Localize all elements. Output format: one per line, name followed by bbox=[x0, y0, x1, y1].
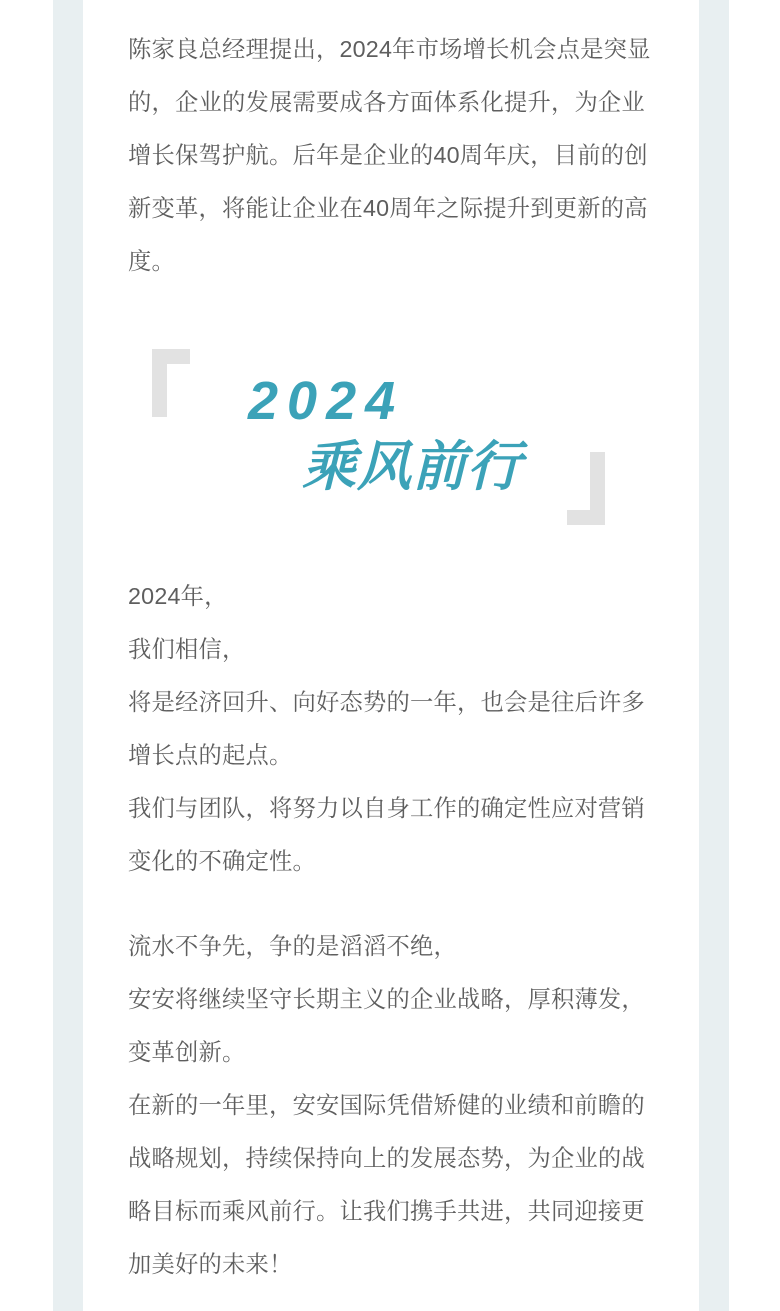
heading-year: 2024 bbox=[248, 371, 405, 431]
text-line: 加美好的未来！ bbox=[128, 1251, 293, 1277]
text-line: 陈家良总经理提出，2024年市场增长机会点是突显 bbox=[128, 36, 651, 62]
text-line: 将是经济回升、向好态势的一年，也会是往后许多 bbox=[128, 689, 645, 715]
heading-slogan: 乘风前行 bbox=[302, 437, 522, 497]
right-border-strip bbox=[699, 0, 729, 1311]
left-border-strip bbox=[53, 0, 83, 1311]
text-line: 安安将继续坚守长期主义的企业战略，厚积薄发， bbox=[128, 986, 645, 1012]
text-line: 增长点的起点。 bbox=[128, 742, 293, 768]
paragraph-2 bbox=[128, 570, 664, 888]
text-line: 战略规划，持续保持向上的发展态势，为企业的战 bbox=[128, 1145, 645, 1171]
text-line: 我们与团队，将努力以自身工作的确定性应对营销 bbox=[128, 795, 645, 821]
text-line: 流水不争先，争的是滔滔不绝， bbox=[128, 933, 457, 959]
text-line: 变化的不确定性。 bbox=[128, 848, 316, 874]
close-corner-bracket-icon bbox=[567, 452, 605, 525]
text-line: 略目标而乘风前行。让我们携手共进，共同迎接更 bbox=[128, 1198, 645, 1224]
text-line: 在新的一年里，安安国际凭借矫健的业绩和前瞻的 bbox=[128, 1092, 645, 1118]
text-line: 的，企业的发展需要成各方面体系化提升，为企业 bbox=[128, 89, 645, 115]
text-line: 变革创新。 bbox=[128, 1039, 246, 1065]
paragraph-1 bbox=[128, 23, 664, 288]
text-line: 2024年， bbox=[128, 583, 228, 609]
open-corner-bracket-icon bbox=[152, 349, 190, 417]
text-line: 我们相信， bbox=[128, 636, 246, 662]
text-line: 增长保驾护航。后年是企业的40周年庆，目前的创 bbox=[128, 142, 648, 168]
paragraph-3 bbox=[128, 920, 664, 1291]
text-line: 新变革，将能让企业在40周年之际提升到更新的高 bbox=[128, 195, 648, 221]
text-line: 度。 bbox=[128, 248, 175, 274]
